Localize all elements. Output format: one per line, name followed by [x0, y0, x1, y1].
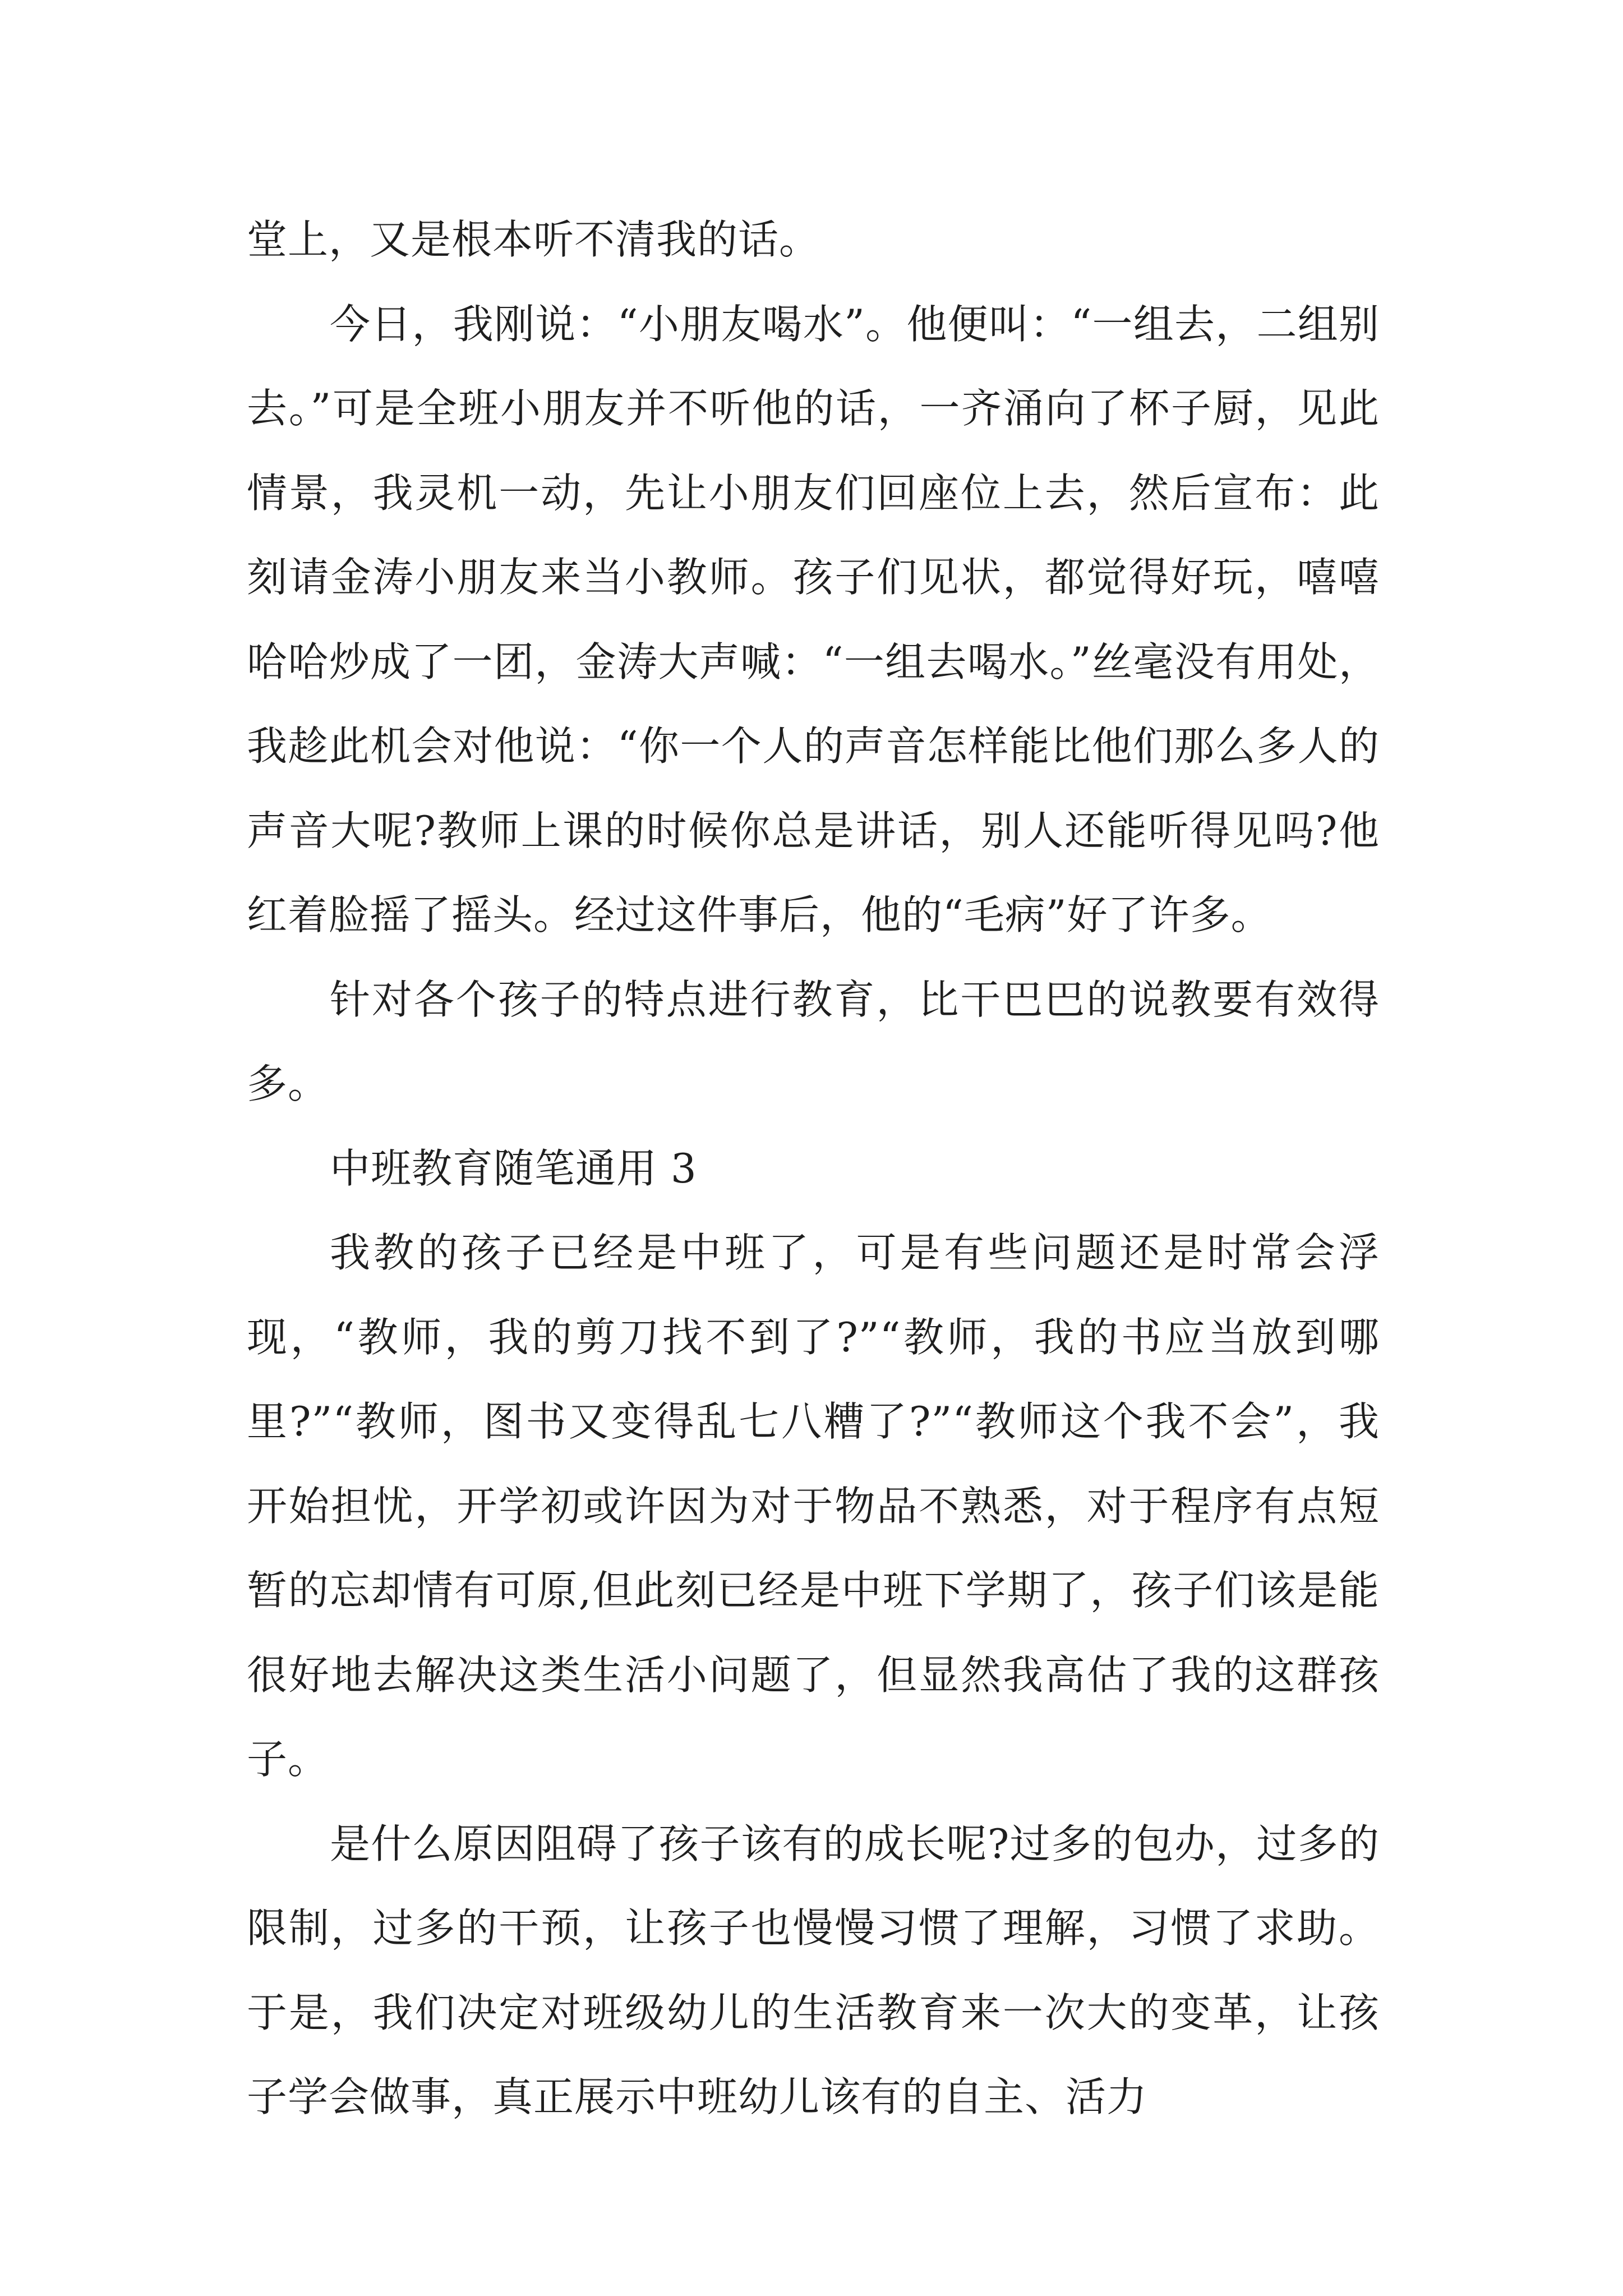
- paragraph-continuation: 堂上，又是根本听不清我的话。: [247, 216, 820, 263]
- section-heading: 中班教育随笔通用 3: [330, 1144, 697, 1192]
- paragraph-middle-class-problems: 我教的孩子已经是中班了，可是有些问题还是时常会浮现，“教师，我的剪刀找不到了?”“教师，我的书应当放到哪里?”“教师，图书又变得乱七八糟了?”“教师这个我不会”，我开始担忧，开学初或许因为对于物品不熟悉，对于程序有点短暂的忘却情有可原,但此刻已经是中班下学期了，孩子们该是能很好地去解决这类生活小问题了，但显然我高估了我的这群孩子。: [247, 1229, 1380, 1783]
- document-body: [247, 197, 1380, 2139]
- paragraph-water-story: 今日，我刚说：“小朋友喝水”。他便叫：“一组去，二组别去。”可是全班小朋友并不听他的话，一齐涌向了杯子厨，见此情景，我灵机一动，先让小朋友们回座位上去，然后宣布：此刻请金涛小朋友来当小教师。孩子们见状，都觉得好玩，嘻嘻哈哈炒成了一团，金涛大声喊：“一组去喝水。”丝毫没有用处，我趁此机会对他说：“你一个人的声音怎样能比他们那么多人的声音大呢?教师上课的时候你总是讲话，别人还能听得见吗?他红着脸摇了摇头。经过这件事后，他的“毛病”好了许多。: [247, 300, 1380, 938]
- paragraph-reasons: 是什么原因阻碍了孩子该有的成长呢?过多的包办，过多的限制，过多的干预，让孩子也慢慢习惯了理解，习惯了求助。于是，我们决定对班级幼儿的生活教育来一次大的变革，让孩子学会做事，真正展示中班幼儿该有的自主、活力: [247, 1820, 1380, 2120]
- paragraph-conclusion: 针对各个孩子的特点进行教育，比干巴巴的说教要有效得多。: [247, 976, 1380, 1107]
